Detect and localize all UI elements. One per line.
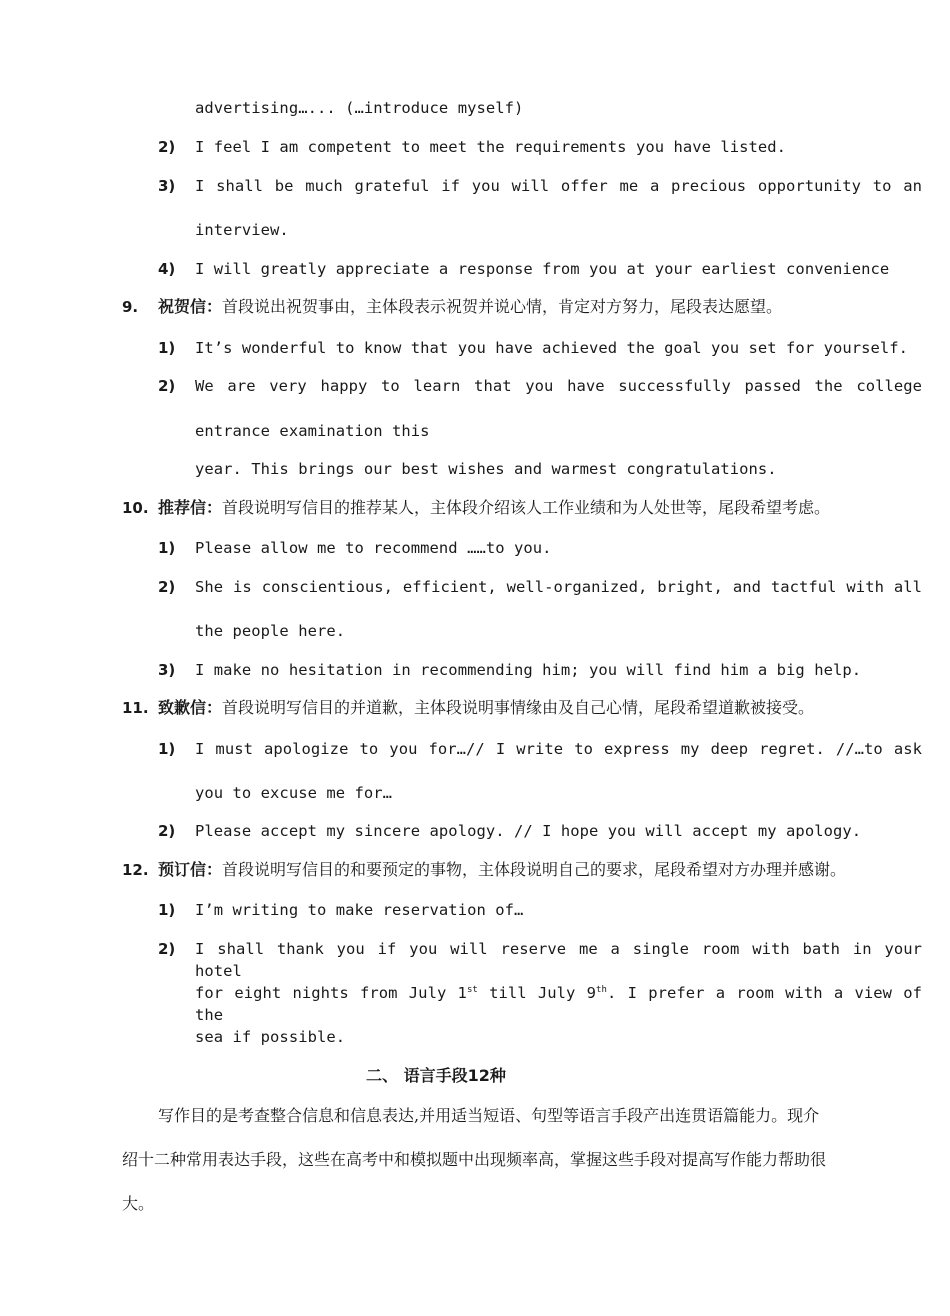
section-heading	[158, 696, 814, 720]
list-item-continuation	[195, 982, 922, 1026]
item-number: 3)	[158, 177, 176, 195]
item-number: 3)	[158, 661, 176, 679]
list-item: We are very happy to learn that you have successfully passed the college	[195, 377, 922, 395]
section-number: 11.	[122, 699, 149, 717]
list-item-continuation: interview.	[195, 221, 289, 239]
section-label: 推荐信：	[158, 498, 223, 517]
paragraph-line: 绍十二种常用表达手段，这些在高考中和模拟题中出现频率高，掌握这些手段对提高写作能力帮助很	[122, 1150, 827, 1169]
item-number: 1)	[158, 901, 176, 919]
list-item: It’s wonderful to know that you have achieved the goal you set for yourself.	[195, 339, 909, 357]
text-run: . I prefer a room with a view of the	[195, 984, 922, 1024]
section-label: 预订信：	[158, 860, 223, 879]
section-number: 12.	[122, 861, 149, 879]
section-description: 首段说明写信目的和要预定的事物，主体段说明自己的要求，尾段希望对方办理并感谢。	[222, 860, 847, 879]
continuation-line: advertising…... (…introduce myself)	[195, 99, 524, 117]
text-run: till July 9	[477, 984, 597, 1002]
list-item: I shall be much grateful if you will offer me a precious opportunity to an	[195, 177, 922, 195]
section-number: 9.	[122, 298, 139, 316]
paragraph-line: 写作目的是考查整合信息和信息表达,并用适当短语、句型等语言手段产出连贯语篇能力。现介	[158, 1106, 820, 1125]
list-item: I must apologize to you for…// I write to express my deep regret. //…to ask	[195, 740, 922, 758]
list-item-continuation: entrance examination this	[195, 422, 430, 440]
item-number: 2)	[158, 377, 176, 395]
section-heading	[158, 858, 846, 882]
list-item: I shall thank you if you will reserve me a single room with bath in your hotel	[195, 940, 922, 980]
item-number: 1)	[158, 339, 176, 357]
item-number: 1)	[158, 740, 176, 758]
superscript: th	[596, 985, 607, 995]
section-heading	[158, 496, 830, 520]
item-number: 2)	[158, 138, 176, 156]
section-label: 致歉信：	[158, 698, 223, 717]
list-item-continuation: the people here.	[195, 622, 346, 640]
list-item: I will greatly appreciate a response from you at your earliest convenience	[195, 260, 890, 278]
section-description: 首段说明写信目的并道歉，主体段说明事情缘由及自己心情，尾段希望道歉被接受。	[222, 698, 815, 717]
list-item: I make no hesitation in recommending him; you will find him a big help.	[195, 661, 862, 679]
list-item: She is conscientious, efficient, well-organized, bright, and tactful with all	[195, 578, 922, 596]
section-number: 10.	[122, 499, 149, 517]
item-number: 2)	[158, 578, 176, 596]
list-item-continuation: sea if possible.	[195, 1028, 346, 1046]
text-run: for eight nights from July 1	[195, 984, 467, 1002]
list-item: Please accept my sincere apology. // I hope you will accept my apology.	[195, 822, 862, 840]
section-label: 祝贺信：	[158, 297, 223, 316]
section-description: 首段说明写信目的推荐某人，主体段介绍该人工作业绩和为人处世等，尾段希望考虑。	[222, 498, 831, 517]
item-number: 2)	[158, 822, 176, 840]
list-item-continuation: year. This brings our best wishes and warmest congratulations.	[195, 460, 777, 478]
paragraph-line: 大。	[122, 1194, 155, 1213]
superscript: st	[466, 985, 478, 995]
list-item: I feel I am competent to meet the requirements you have listed.	[195, 138, 787, 156]
part-title: 二、 语言手段12种	[366, 1066, 506, 1085]
item-number: 1)	[158, 539, 176, 557]
item-number: 4)	[158, 260, 176, 278]
section-description: 首段说出祝贺事由，主体段表示祝贺并说心情，肯定对方努力，尾段表达愿望。	[222, 297, 783, 316]
item-number: 2)	[158, 940, 176, 958]
list-item: I’m writing to make reservation of…	[195, 901, 524, 919]
section-heading	[158, 295, 782, 319]
list-item-continuation: you to excuse me for…	[195, 784, 393, 802]
list-item: Please allow me to recommend ……to you.	[195, 539, 552, 557]
